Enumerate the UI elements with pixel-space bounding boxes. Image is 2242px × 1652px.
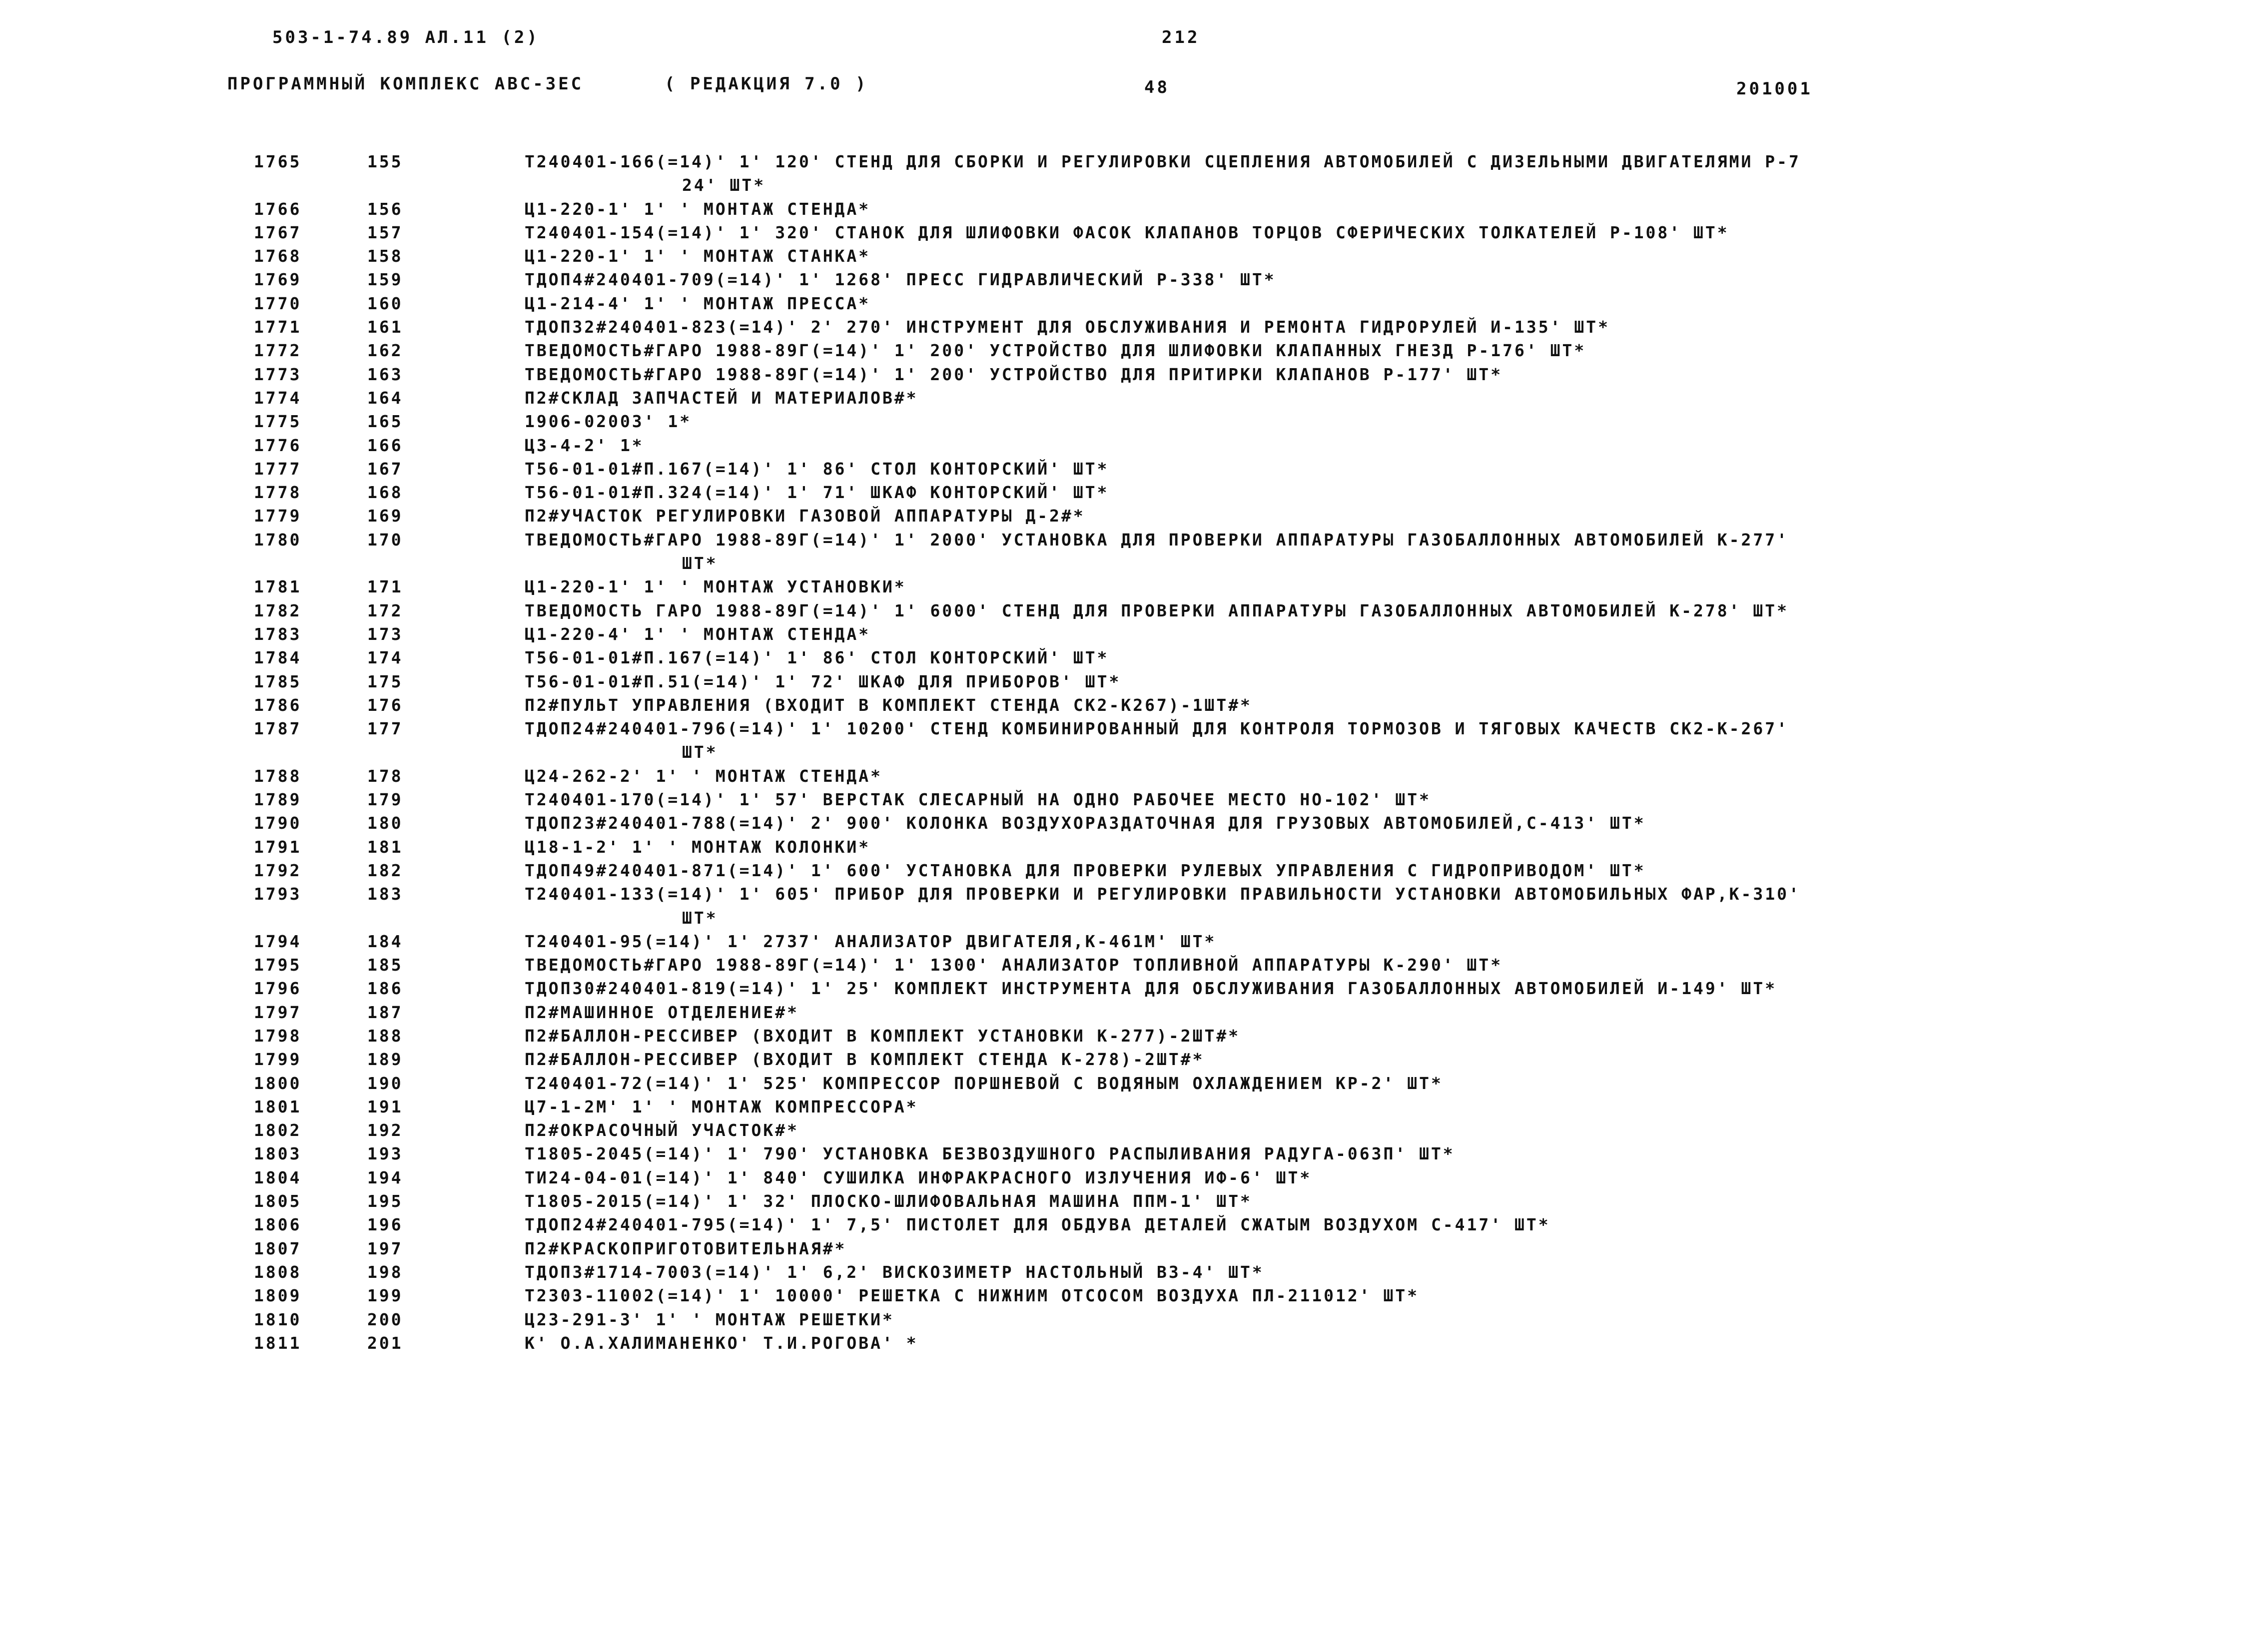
sheet-number: 48 (1144, 77, 1170, 97)
listing-row (0, 197, 2242, 221)
entry-text: Т1805-2015(=14)' 1' 32' ПЛОСКО-ШЛИФОВАЛЬНАЯ МАШИНА ППМ-1' ШТ* (525, 1191, 1252, 1211)
entry-text: ТИ24-04-01(=14)' 1' 840' СУШИЛКА ИНФРАКРАСНОГО ИЗЛУЧЕНИЯ ИФ-6' ШТ* (525, 1167, 1312, 1187)
listing-row (0, 386, 2242, 410)
listing-row (0, 1048, 2242, 1071)
position-number: 199 (367, 1286, 403, 1306)
position-number: 172 (367, 600, 403, 620)
line-number: 1797 (254, 1002, 302, 1022)
entry-text: Т56-01-01#П.167(=14)' 1' 86' СТОЛ КОНТОРСКИЙ' ШТ* (525, 459, 1109, 479)
line-number: 1802 (254, 1120, 302, 1140)
entry-text: Ц1-220-1' 1' ' МОНТАЖ СТЕНДА* (525, 199, 871, 219)
line-number: 1801 (254, 1097, 302, 1116)
entry-text: ШТ* (682, 908, 718, 928)
page-number: 212 (1162, 27, 1200, 47)
listing-row (0, 244, 2242, 268)
line-number: 1791 (254, 837, 302, 857)
entry-text: Ц1-214-4' 1' ' МОНТАЖ ПРЕССА* (525, 293, 871, 313)
position-number: 179 (367, 790, 403, 810)
line-number: 1781 (254, 577, 302, 597)
line-number: 1790 (254, 813, 302, 833)
entry-text: Т2303-11002(=14)' 1' 10000' РЕШЕТКА С НИЖНИМ ОТСОСОМ ВОЗДУХА ПЛ-211012' ШТ* (525, 1286, 1420, 1306)
listing-row (0, 953, 2242, 977)
line-number: 1805 (254, 1191, 302, 1211)
line-number: 1787 (254, 719, 302, 739)
line-number: 1783 (254, 624, 302, 644)
entry-text: Т56-01-01#П.324(=14)' 1' 71' ШКАФ КОНТОРСКИЙ' ШТ* (525, 483, 1109, 503)
line-number: 1772 (254, 341, 302, 361)
listing-row (0, 1072, 2242, 1095)
position-number: 185 (367, 955, 403, 975)
position-number: 159 (367, 270, 403, 290)
entry-text: Т240401-170(=14)' 1' 57' ВЕРСТАК СЛЕСАРНЫЙ НА ОДНО РАБОЧЕЕ МЕСТО НО-102' ШТ* (525, 790, 1431, 810)
listing-row (0, 315, 2242, 339)
line-number: 1809 (254, 1286, 302, 1306)
listing-row (0, 268, 2242, 291)
line-number: 1795 (254, 955, 302, 975)
entry-text: ТДОП32#240401-823(=14)' 2' 270' ИНСТРУМЕНТ ДЛЯ ОБСЛУЖИВАНИЯ И РЕМОНТА ГИДРОРУЛЕЙ И-135' ШТ* (525, 317, 1610, 337)
position-number: 186 (367, 979, 403, 999)
line-number: 1776 (254, 435, 302, 455)
document-code: 503-1-74.89 АЛ.11 (2) (272, 27, 540, 47)
listing-row (0, 292, 2242, 315)
line-number: 1807 (254, 1238, 302, 1258)
listing-row (0, 670, 2242, 693)
line-number: 1765 (254, 152, 302, 171)
line-number: 1775 (254, 412, 302, 432)
position-number: 187 (367, 1002, 403, 1022)
entry-text: Ц3-4-2' 1* (525, 435, 644, 455)
line-number: 1769 (254, 270, 302, 290)
listing-row (0, 1001, 2242, 1024)
position-number: 200 (367, 1309, 403, 1329)
document-id: 201001 (1736, 79, 1813, 99)
line-number: 1777 (254, 459, 302, 479)
line-number: 1782 (254, 600, 302, 620)
listing-row (0, 835, 2242, 859)
entry-text: Ц24-262-2' 1' ' МОНТАЖ СТЕНДА* (525, 766, 883, 786)
position-number: 163 (367, 364, 403, 384)
listing-row (0, 1308, 2242, 1331)
entry-text: Т240401-166(=14)' 1' 120' СТЕНД ДЛЯ СБОРКИ И РЕГУЛИРОВКИ СЦЕПЛЕНИЯ АВТОМОБИЛЕЙ С ДИЗЕЛЬНЫМИ ДВИГАТЕЛЯМИ Р-7 (525, 152, 1801, 171)
position-number: 183 (367, 884, 403, 904)
position-number: 158 (367, 246, 403, 266)
listing-row (0, 363, 2242, 386)
listing-row (0, 1331, 2242, 1355)
position-number: 169 (367, 506, 403, 526)
line-number: 1811 (254, 1333, 302, 1353)
position-number: 164 (367, 388, 403, 408)
line-number: 1779 (254, 506, 302, 526)
line-number: 1789 (254, 790, 302, 810)
listing-row (0, 693, 2242, 717)
position-number: 173 (367, 624, 403, 644)
listing-row (0, 481, 2242, 504)
listing-row (0, 1166, 2242, 1189)
listing-continuation-row (0, 551, 2242, 575)
line-number: 1806 (254, 1215, 302, 1235)
position-number: 177 (367, 719, 403, 739)
line-number: 1768 (254, 246, 302, 266)
listing-continuation-row (0, 173, 2242, 197)
position-number: 167 (367, 459, 403, 479)
line-number: 1784 (254, 648, 302, 668)
position-number: 195 (367, 1191, 403, 1211)
entry-text: П2#МАШИННОЕ ОТДЕЛЕНИЕ#* (525, 1002, 799, 1022)
position-number: 197 (367, 1238, 403, 1258)
listing-row (0, 882, 2242, 906)
entry-text: Т240401-95(=14)' 1' 2737' АНАЛИЗАТОР ДВИГАТЕЛЯ,К-461М' ШТ* (525, 931, 1217, 951)
entry-text: П2#БАЛЛОН-РЕССИВЕР (ВХОДИТ В КОМПЛЕКТ СТЕНДА К-278)-2ШТ#* (525, 1050, 1205, 1070)
entry-text: Ц1-220-1' 1' ' МОНТАЖ СТАНКА* (525, 246, 871, 266)
listing-row (0, 764, 2242, 788)
line-number: 1788 (254, 766, 302, 786)
line-number: 1771 (254, 317, 302, 337)
line-number: 1792 (254, 860, 302, 880)
position-number: 175 (367, 671, 403, 691)
position-number: 193 (367, 1144, 403, 1164)
position-number: 170 (367, 530, 403, 550)
entry-text: Т240401-133(=14)' 1' 605' ПРИБОР ДЛЯ ПРОВЕРКИ И РЕГУЛИРОВКИ ПРАВИЛЬНОСТИ УСТАНОВКИ АВТОМОБИЛЬНЫХ ФАР,К-310' (525, 884, 1801, 904)
position-number: 155 (367, 152, 403, 171)
listing-row (0, 859, 2242, 882)
listing-row (0, 1284, 2242, 1307)
listing-row (0, 150, 2242, 173)
entry-text: Т56-01-01#П.167(=14)' 1' 86' СТОЛ КОНТОРСКИЙ' ШТ* (525, 648, 1109, 668)
line-number: 1767 (254, 222, 302, 242)
listing-continuation-row (0, 906, 2242, 930)
line-number: 1794 (254, 931, 302, 951)
position-number: 156 (367, 199, 403, 219)
position-number: 190 (367, 1073, 403, 1093)
line-number: 1800 (254, 1073, 302, 1093)
entry-text: ТДОП23#240401-788(=14)' 2' 900' КОЛОНКА ВОЗДУХОРАЗДАТОЧНАЯ ДЛЯ ГРУЗОВЫХ АВТОМОБИЛЕЙ,С-413' ШТ* (525, 813, 1646, 833)
entry-text: Ц23-291-3' 1' ' МОНТАЖ РЕШЕТКИ* (525, 1309, 894, 1329)
line-number: 1804 (254, 1167, 302, 1187)
entry-text: Т240401-154(=14)' 1' 320' СТАНОК ДЛЯ ШЛИФОВКИ ФАСОК КЛАПАНОВ ТОРЦОВ СФЕРИЧЕСКИХ ТОЛКАТЕЛЕЙ Р-108' ШТ* (525, 222, 1729, 242)
position-number: 160 (367, 293, 403, 313)
listing-table (0, 150, 2242, 1355)
position-number: 161 (367, 317, 403, 337)
position-number: 174 (367, 648, 403, 668)
listing-row (0, 457, 2242, 481)
entry-text: Ц1-220-4' 1' ' МОНТАЖ СТЕНДА* (525, 624, 871, 644)
line-number: 1808 (254, 1262, 302, 1282)
listing-row (0, 646, 2242, 669)
entry-text: ТДОП24#240401-796(=14)' 1' 10200' СТЕНД КОМБИНИРОВАННЫЙ ДЛЯ КОНТРОЛЯ ТОРМОЗОВ И ТЯГОВЫХ КАЧЕСТВ СК2-К-267' (525, 719, 1789, 739)
position-number: 165 (367, 412, 403, 432)
line-number: 1798 (254, 1026, 302, 1046)
entry-text: П2#ПУЛЬТ УПРАВЛЕНИЯ (ВХОДИТ В КОМПЛЕКТ СТЕНДА СК2-К267)-1ШТ#* (525, 695, 1252, 715)
position-number: 162 (367, 341, 403, 361)
entry-text: П2#УЧАСТОК РЕГУЛИРОВКИ ГАЗОВОЙ АППАРАТУРЫ Д-2#* (525, 506, 1085, 526)
listing-row (0, 1213, 2242, 1236)
line-number: 1796 (254, 979, 302, 999)
line-number: 1778 (254, 483, 302, 503)
entry-text: К' О.А.ХАЛИМАНЕНКО' Т.И.РОГОВА' * (525, 1333, 918, 1353)
listing-row (0, 788, 2242, 811)
entry-text: ТДОП4#240401-709(=14)' 1' 1268' ПРЕСС ГИДРАВЛИЧЕСКИЙ Р-338' ШТ* (525, 270, 1276, 290)
position-number: 157 (367, 222, 403, 242)
entry-text: 24' ШТ* (682, 175, 766, 195)
listing-row (0, 528, 2242, 551)
listing-row (0, 717, 2242, 740)
entry-text: ТВЕДОМОСТЬ#ГАРО 1988-89Г(=14)' 1' 1300' АНАЛИЗАТОР ТОПЛИВНОЙ АППАРАТУРЫ К-290' ШТ* (525, 955, 1503, 975)
entry-text: ШТ* (682, 742, 718, 762)
listing-row (0, 1118, 2242, 1142)
entry-text: ШТ* (682, 553, 718, 573)
position-number: 194 (367, 1167, 403, 1187)
position-number: 189 (367, 1050, 403, 1070)
position-number: 176 (367, 695, 403, 715)
position-number: 178 (367, 766, 403, 786)
entry-text: П2#СКЛАД ЗАПЧАСТЕЙ И МАТЕРИАЛОВ#* (525, 388, 918, 408)
position-number: 201 (367, 1333, 403, 1353)
position-number: 188 (367, 1026, 403, 1046)
entry-text: ТВЕДОМОСТЬ#ГАРО 1988-89Г(=14)' 1' 200' УСТРОЙСТВО ДЛЯ ПРИТИРКИ КЛАПАНОВ Р-177' ШТ* (525, 364, 1503, 384)
position-number: 168 (367, 483, 403, 503)
line-number: 1766 (254, 199, 302, 219)
position-number: 198 (367, 1262, 403, 1282)
position-number: 184 (367, 931, 403, 951)
listing-row (0, 1189, 2242, 1213)
position-number: 191 (367, 1097, 403, 1116)
listing-row (0, 221, 2242, 244)
line-number: 1785 (254, 671, 302, 691)
line-number: 1774 (254, 388, 302, 408)
line-number: 1793 (254, 884, 302, 904)
entry-text: ТВЕДОМОСТЬ ГАРО 1988-89Г(=14)' 1' 6000' СТЕНД ДЛЯ ПРОВЕРКИ АППАРАТУРЫ ГАЗОБАЛЛОННЫХ АВТОМОБИЛЕЙ К-278' ШТ* (525, 600, 1789, 620)
line-number: 1799 (254, 1050, 302, 1070)
line-number: 1773 (254, 364, 302, 384)
position-number: 182 (367, 860, 403, 880)
listing-row (0, 1237, 2242, 1260)
listing-continuation-row (0, 740, 2242, 764)
listing-row (0, 1260, 2242, 1284)
entry-text: Ц18-1-2' 1' ' МОНТАЖ КОЛОНКИ* (525, 837, 871, 857)
entry-text: ТДОП49#240401-871(=14)' 1' 600' УСТАНОВКА ДЛЯ ПРОВЕРКИ РУЛЕВЫХ УПРАВЛЕНИЯ С ГИДРОПРИВОДОМ' ШТ* (525, 860, 1646, 880)
entry-text: Ц1-220-1' 1' ' МОНТАЖ УСТАНОВКИ* (525, 577, 906, 597)
entry-text: Т56-01-01#П.51(=14)' 1' 72' ШКАФ ДЛЯ ПРИБОРОВ' ШТ* (525, 671, 1121, 691)
listing-row (0, 575, 2242, 598)
line-number: 1810 (254, 1309, 302, 1329)
listing-row (0, 599, 2242, 622)
position-number: 196 (367, 1215, 403, 1235)
listing-row (0, 1024, 2242, 1048)
listing-row (0, 434, 2242, 457)
entry-text: ТВЕДОМОСТЬ#ГАРО 1988-89Г(=14)' 1' 200' УСТРОЙСТВО ДЛЯ ШЛИФОВКИ КЛАПАННЫХ ГНЕЗД Р-176' ШТ* (525, 341, 1586, 361)
position-number: 180 (367, 813, 403, 833)
line-number: 1780 (254, 530, 302, 550)
entry-text: Т1805-2045(=14)' 1' 790' УСТАНОВКА БЕЗВОЗДУШНОГО РАСПЫЛИВАНИЯ РАДУГА-063П' ШТ* (525, 1144, 1455, 1164)
entry-text: ТДОП24#240401-795(=14)' 1' 7,5' ПИСТОЛЕТ ДЛЯ ОБДУВА ДЕТАЛЕЙ СЖАТЫМ ВОЗДУХОМ С-417' ШТ* (525, 1215, 1550, 1235)
program-title: ПРОГРАММНЫЙ КОМПЛЕКС АВС-3ЕС (227, 74, 584, 94)
entry-text: ТВЕДОМОСТЬ#ГАРО 1988-89Г(=14)' 1' 2000' УСТАНОВКА ДЛЯ ПРОВЕРКИ АППАРАТУРЫ ГАЗОБАЛЛОННЫХ АВТОМОБИЛЕЙ К-277' (525, 530, 1789, 550)
entry-text: П2#БАЛЛОН-РЕССИВЕР (ВХОДИТ В КОМПЛЕКТ УСТАНОВКИ К-277)-2ШТ#* (525, 1026, 1241, 1046)
listing-row (0, 1095, 2242, 1118)
line-number: 1786 (254, 695, 302, 715)
listing-row (0, 504, 2242, 528)
entry-text: Т240401-72(=14)' 1' 525' КОМПРЕССОР ПОРШНЕВОЙ С ВОДЯНЫМ ОХЛАЖДЕНИЕМ КР-2' ШТ* (525, 1073, 1443, 1093)
entry-text: 1906-02003' 1* (525, 412, 692, 432)
listing-row (0, 977, 2242, 1000)
position-number: 181 (367, 837, 403, 857)
listing-row (0, 811, 2242, 835)
entry-text: П2#ОКРАСОЧНЫЙ УЧАСТОК#* (525, 1120, 799, 1140)
entry-text: ТДОП3#1714-7003(=14)' 1' 6,2' ВИСКОЗИМЕТР НАСТОЛЬНЫЙ ВЗ-4' ШТ* (525, 1262, 1264, 1282)
line-number: 1770 (254, 293, 302, 313)
listing-row (0, 622, 2242, 646)
position-number: 192 (367, 1120, 403, 1140)
listing-row (0, 1142, 2242, 1165)
line-number: 1803 (254, 1144, 302, 1164)
edition-label: ( РЕДАКЦИЯ 7.0 ) (665, 74, 868, 94)
entry-text: ТДОП30#240401-819(=14)' 1' 25' КОМПЛЕКТ ИНСТРУМЕНТА ДЛЯ ОБСЛУЖИВАНИЯ ГАЗОБАЛЛОННЫХ АВТОМОБИЛЕЙ И-149' ШТ* (525, 979, 1777, 999)
listing-row (0, 410, 2242, 433)
listing-row (0, 339, 2242, 362)
listing-row (0, 930, 2242, 953)
entry-text: Ц7-1-2М' 1' ' МОНТАЖ КОМПРЕССОРА* (525, 1097, 918, 1116)
position-number: 166 (367, 435, 403, 455)
entry-text: П2#КРАСКОПРИГОТОВИТЕЛЬНАЯ#* (525, 1238, 847, 1258)
position-number: 171 (367, 577, 403, 597)
